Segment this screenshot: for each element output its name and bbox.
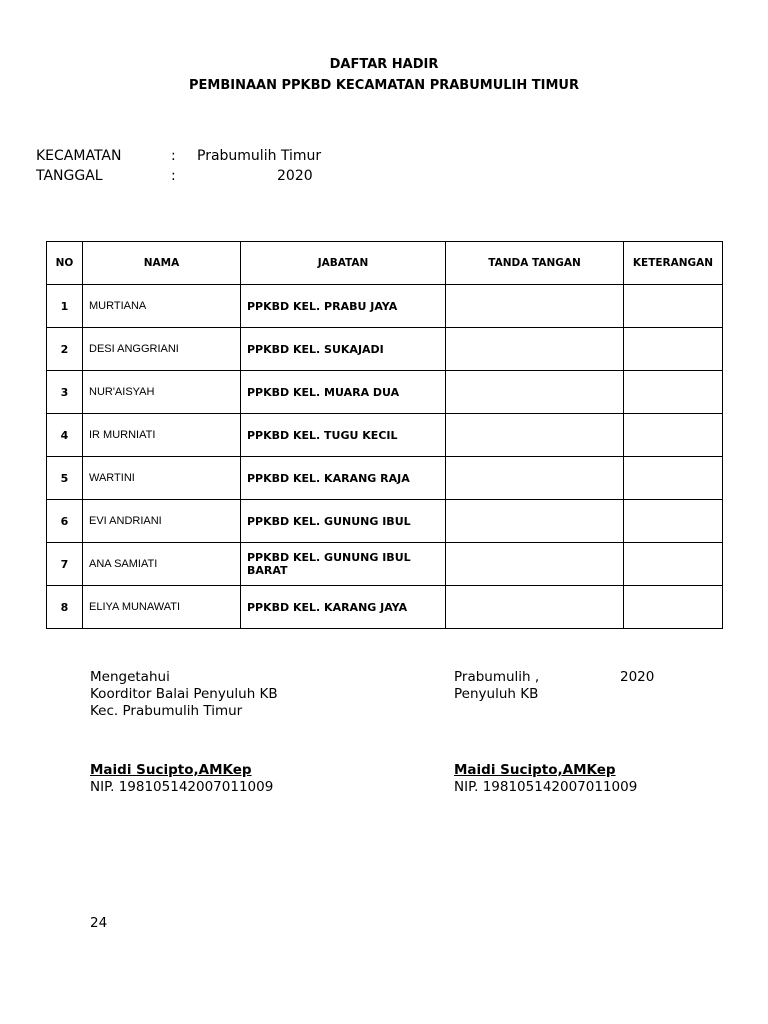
row-keterangan-cell — [624, 457, 723, 500]
row-tanda-tangan-cell — [446, 414, 624, 457]
row-jabatan-cell: PPKBD KEL. KARANG RAJA — [241, 457, 446, 500]
row-keterangan-cell — [624, 371, 723, 414]
row-no-cell: 3 — [47, 371, 83, 414]
sig-right-year: 2020 — [620, 669, 655, 685]
row-tanda-tangan-cell — [446, 500, 624, 543]
row-nama-cell: EVI ANDRIANI — [83, 500, 241, 543]
sig-right-nip: NIP. 198105142007011009 — [454, 779, 638, 795]
row-nama-cell: NUR'AISYAH — [83, 371, 241, 414]
document-subtitle: PEMBINAAN PPKBD KECAMATAN PRABUMULIH TIMUR — [188, 78, 579, 93]
header-keterangan: KETERANGAN — [624, 242, 723, 285]
row-nama-cell: IR MURNIATI — [83, 414, 241, 457]
row-tanda-tangan-cell — [446, 371, 624, 414]
table-header-row — [47, 242, 723, 285]
table-row — [47, 371, 723, 414]
row-jabatan-cell: PPKBD KEL. GUNUNG IBUL BARAT — [241, 543, 446, 586]
table-row — [47, 285, 723, 328]
sig-right-name: Maidi Sucipto,AMKep — [454, 762, 616, 778]
row-nama-cell: DESI ANGGRIANI — [83, 328, 241, 371]
row-tanda-tangan-cell — [446, 586, 624, 629]
header-nama: NAMA — [83, 242, 241, 285]
row-tanda-tangan-cell — [446, 543, 624, 586]
row-jabatan-cell: PPKBD KEL. GUNUNG IBUL — [241, 500, 446, 543]
row-nama-cell: ELIYA MUNAWATI — [83, 586, 241, 629]
row-jabatan-cell: PPKBD KEL. KARANG JAYA — [241, 586, 446, 629]
signature-right — [454, 669, 714, 796]
row-no-cell: 6 — [47, 500, 83, 543]
sig-left-line3: Kec. Prabumulih Timur — [90, 703, 243, 719]
kecamatan-label: KECAMATAN — [36, 148, 122, 164]
row-jabatan-cell: PPKBD KEL. TUGU KECIL — [241, 414, 446, 457]
header-tanda-tangan: TANDA TANGAN — [446, 242, 624, 285]
sig-left-line2: Koorditor Balai Penyuluh KB — [90, 686, 278, 702]
table-row — [47, 543, 723, 586]
row-no-cell: 7 — [47, 543, 83, 586]
row-keterangan-cell — [624, 586, 723, 629]
row-tanda-tangan-cell — [446, 328, 624, 371]
kecamatan-colon: : — [171, 148, 176, 164]
tanggal-value: 2020 — [277, 168, 313, 184]
tanggal-colon: : — [171, 168, 176, 184]
row-tanda-tangan-cell — [446, 457, 624, 500]
table-row — [47, 414, 723, 457]
attendance-table — [46, 241, 723, 629]
row-jabatan-cell: PPKBD KEL. PRABU JAYA — [241, 285, 446, 328]
row-nama-cell: ANA SAMIATI — [83, 543, 241, 586]
meta-kecamatan — [36, 148, 436, 166]
row-nama-cell: WARTINI — [83, 457, 241, 500]
row-keterangan-cell — [624, 500, 723, 543]
document-title: DAFTAR HADIR — [329, 57, 439, 72]
row-no-cell: 5 — [47, 457, 83, 500]
row-no-cell: 4 — [47, 414, 83, 457]
kecamatan-value: Prabumulih Timur — [197, 148, 322, 164]
row-jabatan-cell: PPKBD KEL. MUARA DUA — [241, 371, 446, 414]
table-row — [47, 457, 723, 500]
sig-left-nip: NIP. 198105142007011009 — [90, 779, 274, 795]
row-nama-cell: MURTIANA — [83, 285, 241, 328]
row-tanda-tangan-cell — [446, 285, 624, 328]
table-row — [47, 500, 723, 543]
tanggal-label: TANGGAL — [36, 168, 103, 184]
row-no-cell: 1 — [47, 285, 83, 328]
sig-right-line2: Penyuluh KB — [454, 686, 539, 702]
row-no-cell: 8 — [47, 586, 83, 629]
row-jabatan-cell: PPKBD KEL. SUKAJADI — [241, 328, 446, 371]
sig-left-name: Maidi Sucipto,AMKep — [90, 762, 252, 778]
row-keterangan-cell — [624, 285, 723, 328]
sig-right-place: Prabumulih , — [454, 669, 540, 685]
table-row — [47, 586, 723, 629]
signature-left — [90, 669, 390, 796]
row-no-cell: 2 — [47, 328, 83, 371]
sig-left-line1: Mengetahui — [90, 669, 170, 685]
page-number: 24 — [90, 915, 108, 931]
meta-tanggal — [36, 168, 436, 186]
table-row — [47, 328, 723, 371]
row-keterangan-cell — [624, 543, 723, 586]
header-no: NO — [47, 242, 83, 285]
row-keterangan-cell — [624, 328, 723, 371]
row-keterangan-cell — [624, 414, 723, 457]
header-jabatan: JABATAN — [241, 242, 446, 285]
